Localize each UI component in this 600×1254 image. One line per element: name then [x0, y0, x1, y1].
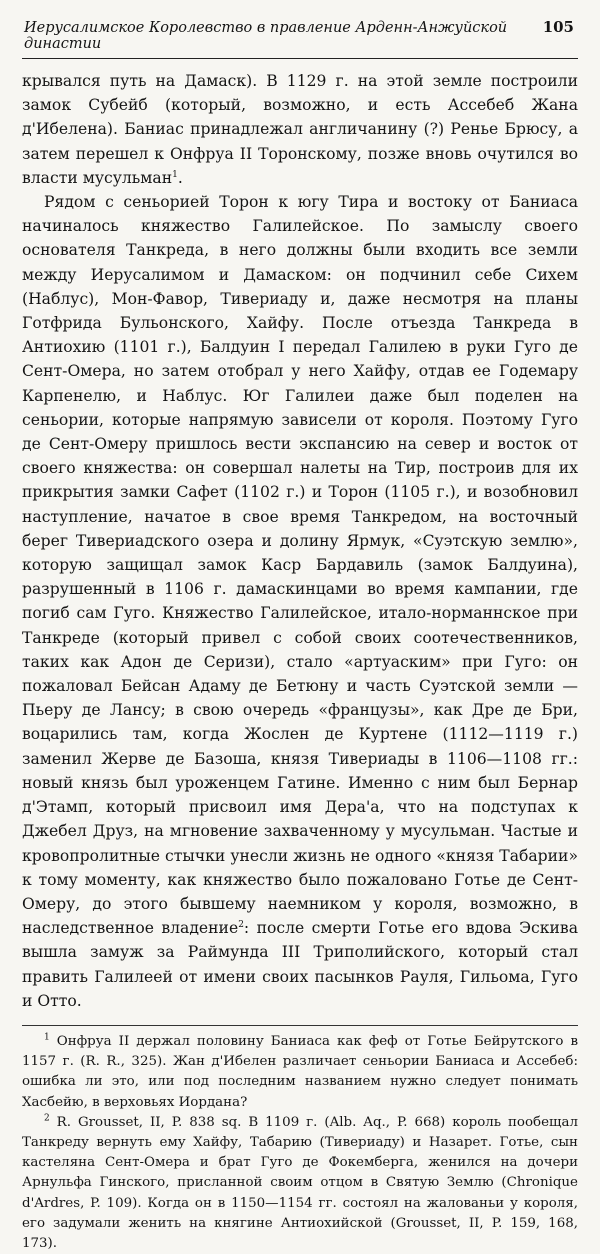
footnote-2-text: R. Grousset, II, P. 838 sq. В 1109 г. (Alb. Aq., P. 668) король пообещал Танкреду вернуть ему Хайфу, Табарию (Тивериаду) и Назарет. Готье, сын кастеляна Сент-Омера и брат Гуго де Фокемберга, женился на дочери Арнульфа Гинского, присланной своим отцом в Святую Землю (Chronique d'Ardres, P. 109). Когда он в 1150—1154 гг. состоял на жалованьи у короля, его задумали женить на княгине Антиохийской (Grousset, II, P. 159, 168, 173). — [22, 1114, 578, 1251]
header-rule — [22, 58, 578, 59]
footnote-1 — [22, 1032, 578, 1113]
running-head-title: Иерусалимское Королевство в правление Арденн-Анжуйской династии — [24, 20, 508, 52]
page-number: 105 — [542, 18, 574, 36]
footnotes — [22, 1025, 578, 1254]
main-text — [22, 69, 578, 1013]
footnote-ref-2: 2 — [238, 919, 244, 930]
footnote-1-mark: 1 — [44, 1032, 50, 1043]
footnote-1-text: Онфруа II держал половину Баниаса как феф от Готье Бейрутского в 1157 г. (R. R., 325). Жан д'Ибелен различает сеньории Баниаса и Ассебеб: ошибка ли это, или под последним названием нужно следует понимать Хасбейю, в верховьях Иордана? — [22, 1033, 578, 1110]
paragraph-1 — [22, 69, 578, 190]
paragraph-1-text: крывался путь на Дамаск). В 1129 г. на этой земле построили замок Субейб (который, возможно, и есть Ассебеб Жана д'Ибелена). Баниас принадлежал англичанину (?) Ренье Брюсу, а затем перешел к Онфруа II Торонскому, позже вновь очутился во власти мусульман — [22, 72, 578, 187]
running-head — [22, 14, 578, 58]
paragraph-1-end: . — [177, 168, 183, 187]
paragraph-2-text: Рядом с сеньорией Торон к югу Тира и востоку от Баниаса начиналось княжество Галилейское. По замыслу своего основателя Танкреда, в него должны были входить все земли между Иерусалимом и Дамаском: он подчинил себе Сихем (Наблус), Мон-Фавор, Тивериаду и, даже несмотря на планы Готфрида Бульонского, Хайфу. После отъезда Танкреда в Антиохию (1101 г.), Балдуин I передал Галилею в руки Гуго де Сент-Омера, но затем отобрал у него Хайфу, отдав ее Годемару Карпенелю, и Наблус. Юг Галилеи даже был поделен на сеньории, которые напрямую зависели от короля. Поэтому Гуго де Сент-Омеру пришлось вести экспансию на север и восток от своего княжества: он совершал налеты на Тир, построив для их прикрытия замки Сафет (1102 г.) и Торон (1105 г.), и возобновил наступление, начатое в свое время Танкредом, на восточный берег Тивериадского озера и долину Ярмук, «Суэтскую землю», которую защищал замок Каср Бардавиль (замок Балдуина), разрушенный в 1106 г. дамаскинцами во время кампании, где погиб сам Гуго. Княжество Галилейское, итало-норманнское при Танкреде (который привел с собой своих соотечественников, таких как Адон де Серизи), стало «артуаским» при Гуго: он пожаловал Бейсан Адаму де Бетюну и часть Суэтской земли — Пьеру де Лансу; в свою очередь «французы», как Дре де Бри, воцарились там, когда Жослен де Куртене (1112—1119 г.) заменил Жерве де Базоша, князя Тивериады в 1106—1108 гг.: новый князь был уроженцем Гатине. Именно с ним был Бернар д'Этамп, который присвоил имя Дера'а, что на подступах к Джебел Друз, на мгновение захваченному у мусульман. Частые и кровопролитные стычки унесли жизнь не одного «князя Табарии» к тому моменту, как княжество было пожаловано Готье де Сент-Омеру, до этого бывшему наемником у короля, возможно, в наследственное владение — [22, 193, 578, 938]
paragraph-2-end: : после смерти Готье его вдова Эскива вышла замуж за Раймунда III Триполийского, который стал править Галилеей от имени своих пасынков Рауля, Гильома, Гуго и Отто. — [22, 919, 579, 1010]
footnote-ref-1: 1 — [172, 169, 178, 180]
footnote-2-mark: 2 — [44, 1113, 50, 1124]
footnote-2 — [22, 1113, 578, 1254]
paragraph-2 — [22, 190, 578, 1013]
